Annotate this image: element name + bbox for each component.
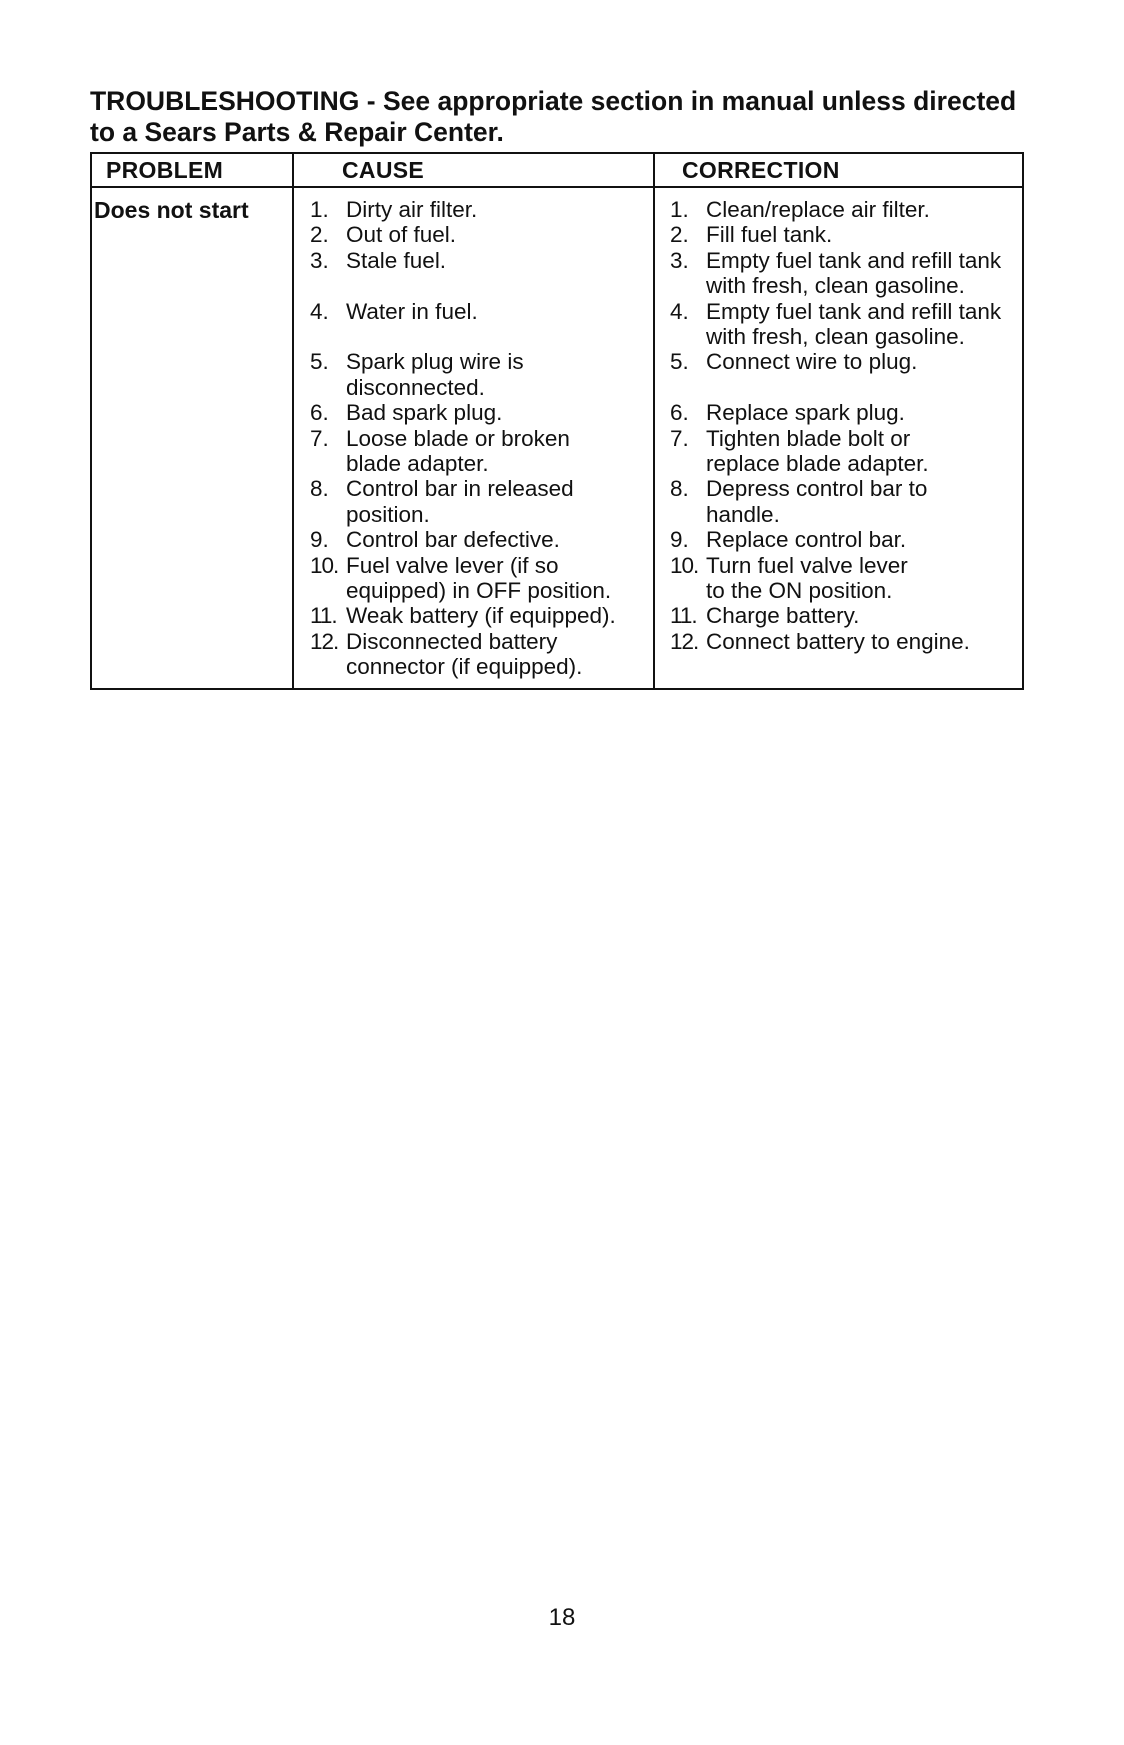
correction-item-number: 11.: [670, 603, 697, 629]
cause-item-text: position.: [346, 501, 430, 527]
correction-item: [670, 299, 1026, 350]
cause-item-text: equipped) in OFF position.: [346, 577, 612, 603]
cause-item-number: 6.: [310, 400, 329, 426]
correction-item-text: Clean/replace air filter.: [706, 197, 930, 222]
cause-item-number: 9.: [310, 527, 329, 553]
correction-item: [670, 248, 1026, 299]
troubleshooting-table: [90, 152, 1024, 690]
cause-item-text: blade adapter.: [346, 450, 489, 476]
column-divider: [292, 154, 294, 688]
correction-item-text: Replace spark plug.: [706, 400, 905, 426]
correction-list: [670, 197, 1026, 680]
correction-item-text: Replace control bar.: [706, 527, 907, 553]
cause-item-text: Disconnected battery: [346, 628, 558, 654]
correction-item-number: 6.: [670, 400, 689, 426]
cause-item-number: 12.: [310, 628, 339, 654]
correction-item-text: Tighten blade bolt or: [706, 425, 911, 451]
correction-item-text: Charge battery.: [706, 603, 860, 629]
cause-item-text: Out of fuel.: [346, 222, 457, 248]
cause-item: [310, 222, 655, 247]
cause-item-text: Fuel valve lever (if so: [346, 552, 559, 578]
correction-item-number: 7.: [670, 425, 689, 451]
cause-item: [310, 603, 655, 628]
header-cause: CAUSE: [342, 157, 425, 183]
cause-item-text: Dirty air filter.: [346, 197, 478, 222]
correction-item: [670, 400, 1026, 425]
heading-line-1: TROUBLESHOOTING - See appropriate section in manual unless directed: [90, 86, 1017, 116]
cause-item: [310, 400, 655, 425]
cause-item: [310, 426, 655, 477]
correction-item-text: replace blade adapter.: [706, 450, 929, 476]
cause-item-number: 10.: [310, 552, 339, 578]
cause-item-text: disconnected.: [346, 374, 485, 400]
correction-item-number: 9.: [670, 527, 689, 553]
correction-item: [670, 603, 1026, 628]
cause-item-text: Control bar defective.: [346, 527, 560, 553]
cause-item-text: Bad spark plug.: [346, 400, 503, 426]
cause-item-text: connector (if equipped).: [346, 654, 583, 680]
cause-item: [310, 476, 655, 527]
page-number: 18: [548, 1604, 576, 1631]
correction-item-text: Depress control bar to: [706, 476, 928, 502]
correction-item-text: Connect battery to engine.: [706, 628, 970, 654]
correction-item-text: with fresh, clean gasoline.: [706, 323, 965, 349]
correction-item: [670, 629, 1026, 680]
heading-line-2: to a Sears Parts & Repair Center.: [90, 117, 504, 147]
correction-item-text: with fresh, clean gasoline.: [706, 273, 965, 299]
cause-item-number: 2.: [310, 222, 329, 248]
cause-item-number: 8.: [310, 476, 329, 502]
cause-item-text: Loose blade or broken: [346, 425, 570, 451]
cause-item-number: 11.: [310, 603, 337, 629]
correction-item-number: 3.: [670, 247, 689, 273]
header-divider: [92, 186, 1022, 188]
correction-item: [670, 476, 1026, 527]
cause-item-number: 7.: [310, 425, 329, 451]
correction-item-text: handle.: [706, 501, 780, 527]
correction-item: [670, 349, 1026, 400]
page-heading: [90, 86, 1050, 148]
correction-item-number: 10.: [670, 552, 699, 578]
correction-item: [670, 222, 1026, 247]
cause-item: [310, 248, 655, 299]
correction-item: [670, 426, 1026, 477]
cause-item-text: Stale fuel.: [346, 247, 447, 273]
problem-cell: Does not start: [94, 197, 249, 223]
correction-item-text: Connect wire to plug.: [706, 349, 918, 375]
correction-item-text: Empty fuel tank and refill tank: [706, 247, 1002, 273]
cause-item-number: 1.: [310, 197, 329, 222]
cause-item-number: 4.: [310, 298, 329, 324]
cause-item: [310, 349, 655, 400]
header-problem: PROBLEM: [106, 157, 224, 183]
cause-item-text: Spark plug wire is: [346, 349, 524, 375]
correction-item-number: 4.: [670, 298, 689, 324]
correction-item-number: 5.: [670, 349, 689, 375]
correction-item-text: Turn fuel valve lever: [706, 552, 908, 578]
cause-item: [310, 299, 655, 350]
cause-item: [310, 197, 655, 222]
correction-item-text: Fill fuel tank.: [706, 222, 833, 248]
header-correction: CORRECTION: [682, 157, 840, 183]
correction-item-text: Empty fuel tank and refill tank: [706, 298, 1002, 324]
cause-item-text: Control bar in released: [346, 476, 574, 502]
correction-item: [670, 197, 1026, 222]
correction-item: [670, 553, 1026, 604]
cause-item-text: Water in fuel.: [346, 298, 478, 324]
cause-item-number: 5.: [310, 349, 329, 375]
correction-item-number: 1.: [670, 197, 689, 222]
correction-item-number: 2.: [670, 222, 689, 248]
cause-item: [310, 553, 655, 604]
cause-item: [310, 527, 655, 552]
cause-item-text: Weak battery (if equipped).: [346, 603, 616, 629]
correction-item-number: 8.: [670, 476, 689, 502]
correction-item-text: to the ON position.: [706, 577, 893, 603]
correction-item-number: 12.: [670, 628, 699, 654]
cause-item: [310, 629, 655, 680]
correction-item: [670, 527, 1026, 552]
cause-item-number: 3.: [310, 247, 329, 273]
cause-list: [310, 197, 655, 680]
